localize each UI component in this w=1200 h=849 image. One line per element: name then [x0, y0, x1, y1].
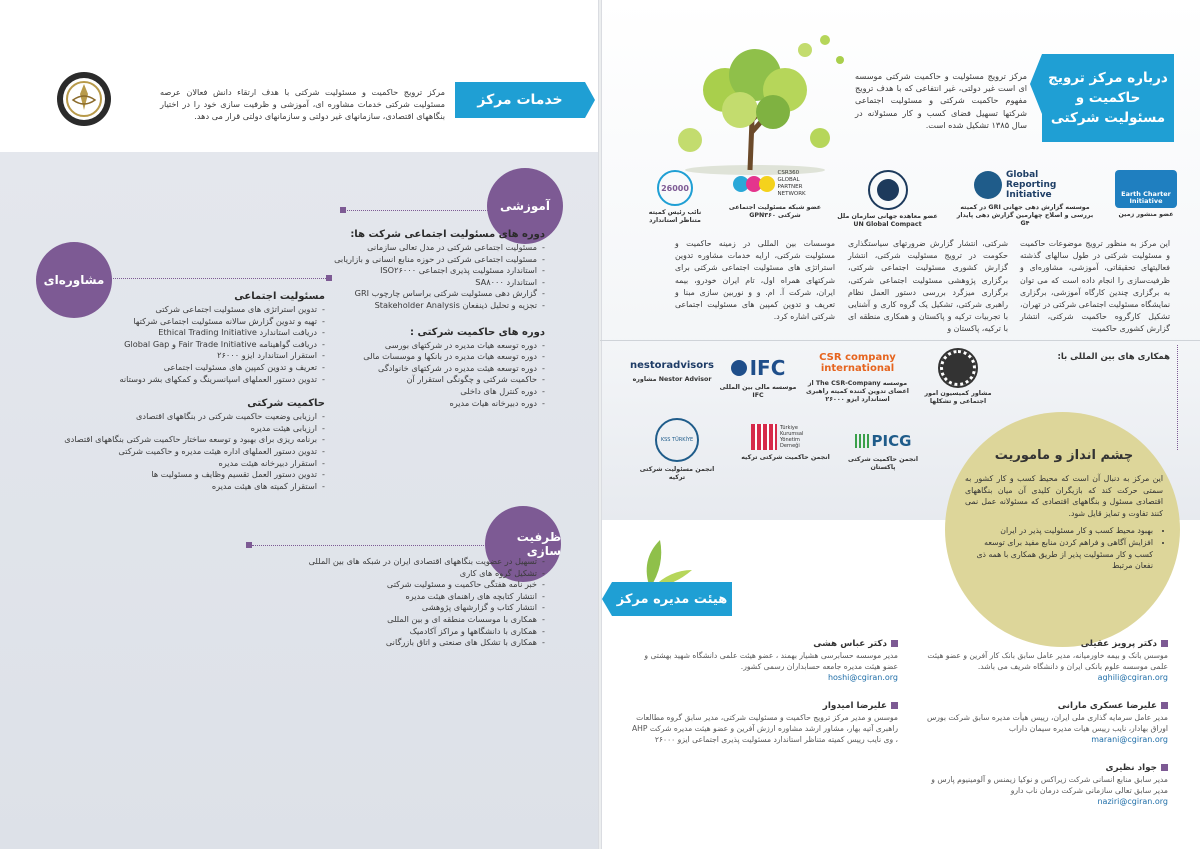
list-item: - تدوین استراتژی های مسئولیت اجتماعی شرکتی	[40, 304, 325, 316]
board-member	[630, 638, 898, 684]
gri-logo	[974, 170, 1076, 200]
intl-title: همکاری های بین المللی با:	[1057, 352, 1170, 362]
capacity-line	[252, 545, 488, 546]
seal-icon	[940, 350, 976, 386]
logo-caption: موسسه گزارش دهی جهانی GRI در کمیته بررسی و اصلاح چهارمین گزارش دهی پایدار G۴	[956, 204, 1094, 227]
list-item: - همکاری با دانشگاهها و مراکز آکادمیک	[245, 626, 545, 638]
list-item: - همکاری با موسسات منطقه ای و بین المللی	[245, 614, 545, 626]
list-item: - دوره توسعه هیئت مدیره در شرکتهای خانوادگی	[300, 363, 545, 375]
ifc-text: IFC	[749, 356, 786, 380]
leaf-decoration	[630, 530, 700, 590]
logo-caption: عضو منشور زمین	[1118, 211, 1174, 218]
partner-ifc	[718, 356, 798, 400]
list-item: - حاکمیت شرکتی و چگونگی استقرار آن	[300, 374, 545, 386]
membership-global-compact	[835, 170, 940, 229]
about-banner	[1042, 54, 1174, 142]
consulting-label: مشاوره‌ای	[43, 273, 105, 287]
about-intro: مرکز ترویج مسئولیت و حاکمیت شرکتی موسسه ای است غیر دولتی، غیر انتفاعی که با هدف ترویج مفهوم حاکمیت شرکتی و مسئولیت اجتماعی شرکتها تسهیل فضای کسب و کار مسئولانه در سال ۱۳۸۵ تشکیل شده است.	[855, 71, 1027, 130]
training-gov-list	[300, 340, 545, 410]
consulting-csr-list	[40, 304, 325, 385]
member-email[interactable]: marani@cgiran.org	[1091, 735, 1168, 744]
columns-icon	[855, 434, 869, 448]
kss-text: KSS TÜRKİYE	[660, 437, 694, 443]
about-col-mid: شرکتی، انتشار گزارش ضرورتهای سیاستگذاری حکومت در ترویج مسئولیت شرکتی، انتشار گزارش کشوری مسئولیت اجتماعی شرکتی، برگزاری پژوهشی مسئولیت اجتماعی شرکتی، برگزاری میزگرد بررسی دستور العمل نظام راهبری شرکتی، تشکیل یک گروه کاری و آشنایی با تجربیات ترکیه و پاکستان و همکاری منطقه ای با ترکیه، پاکستان و	[848, 239, 1008, 334]
list-item: - تسهیل در عضویت بنگاههای اقتصادی ایران در شبکه های بین المللی	[245, 556, 545, 568]
globe-icon	[974, 171, 1002, 199]
member-email[interactable]: naziri@cgiran.org	[1097, 797, 1168, 806]
list-item: - مسئولیت اجتماعی شرکتی در مدل تعالی سازمانی	[300, 242, 545, 254]
training-gov-title: دوره های حاکمیت شرکتی :	[409, 326, 545, 338]
consulting-line	[110, 278, 330, 279]
list-item: - دوره کنترل های داخلی	[300, 386, 545, 398]
list-item: - دوره توسعه هیات مدیره در شرکتهای بورسی	[300, 340, 545, 352]
list-item: • افزایش آگاهی و فراهم کردن منابع مفید برای توسعه کسب و کار مسئولیت پذیر از طریق همکاری با همه ذی نفعان مرتبط	[965, 537, 1153, 572]
partner-nestor	[628, 360, 716, 384]
vision-content	[965, 448, 1163, 572]
list-item: - تعریف و تدوین کمپین های مسئولیت اجتماعی	[40, 362, 325, 374]
member-name: علیرضا عسکری مارانی	[1057, 701, 1157, 711]
training-label: آموزشی	[500, 199, 550, 213]
list-item: - دوره دبیرخانه هیات مدیره	[300, 398, 545, 410]
list-item: - تدوین دستور العملهای اداره هیئت مدیره و حاکمیت شرکتی	[40, 446, 325, 458]
kss-logo	[655, 418, 699, 462]
bullet-square	[891, 640, 898, 647]
global-compact-icon	[868, 170, 908, 210]
list-item: - انتشار کتاب و گزارشهای پژوهشی	[245, 602, 545, 614]
training-csr-list	[300, 242, 545, 312]
picg-logo	[855, 432, 912, 450]
vision-bullets	[965, 525, 1163, 571]
list-item: - استقرار کمیته های هیئت مدیره	[40, 481, 325, 493]
board-member	[920, 700, 1168, 746]
capacity-list	[245, 556, 545, 649]
globe-icon	[731, 360, 747, 376]
list-item: - گزارش دهی مسئولیت شرکتی براساس چارچوب GRI	[300, 288, 545, 300]
nestor-logo: nestoradvisors	[630, 360, 714, 371]
logo-caption: نائب رئیس کمیته متناظر استاندارد	[648, 209, 702, 224]
member-bio: موسس بانک و بیمه خاورمیانه، مدیر عامل سابق بانک کار آفرین و عضو هیئت علمی موسسه علوم بانکی ایران و دانشگاه شریف می باشد.	[927, 651, 1168, 671]
logo-caption: انجمن حاکمیت شرکتی پاکستان	[847, 456, 919, 471]
consulting-section	[40, 290, 325, 492]
board-member	[630, 700, 898, 745]
member-bio: مدیر سابق منابع انسانی شرکت زیراکس و نوکیا زیمنس و آلومینیوم پارس و مدیر سابق تعالی سازمانی شرکت درمان ناب دارو	[931, 775, 1168, 795]
services-intro: مرکز ترویج حاکمیت و مسئولیت شرکتی با هدف ارتقاء دانش فعالان عرصه مسئولیت شرکتی خدمات مشاوره ای، آموزشی و ظرفیت سازی خود را در اختیار بنگاههای اقتصادی، سازمانهای غیر دولتی و سازمانهای دولتی قرار می دهد.	[160, 87, 445, 121]
list-item: - استاندارد SA۸۰۰۰	[300, 277, 545, 289]
about-title: درباره مرکز ترویج حاکمیت و مسئولیت شرکتی	[1048, 70, 1168, 126]
partner-kss	[632, 418, 722, 482]
member-name: جواد نظیری	[1105, 763, 1157, 773]
list-item: - استاندارد مسئولیت پذیری اجتماعی ISO۲۶۰۰۰	[300, 265, 545, 277]
intl-divider	[600, 340, 1200, 341]
list-item: • بهبود محیط کسب و کار مسئولیت پذیر در ایران	[965, 525, 1153, 537]
logo-caption: مشاور کمیسیون امور اجتماعی و تشکلها	[924, 390, 992, 405]
board-title: هیئت مدیره مرکز	[616, 591, 728, 607]
list-item: - خبر نامه هفتگی حاکمیت و مسئولیت شرکتی	[245, 579, 545, 591]
board-banner	[612, 582, 732, 616]
board-member	[920, 638, 1168, 684]
intl-side-line	[1177, 345, 1178, 450]
partner-tkyd	[738, 424, 833, 462]
bullet-square	[1161, 640, 1168, 647]
vision-text: این مرکز به دنبال آن است که محیط کسب و کار کشور به سمتی حرکت کند که بازیگران کلیدی آن میان بنگاههای اقتصادی مسئول و بنگاههای اقتصادی که مسئولانه عمل نمی کنند تفاوت و تمایز قایل شود.	[965, 474, 1163, 518]
logo-caption: Nestor Advisor مشاوره	[632, 376, 712, 383]
logo-caption: عضو معاهده جهانی سازمان ملل UN Global Compact	[837, 213, 938, 228]
services-title: خدمات مرکز	[477, 92, 563, 108]
consulting-gov-list	[40, 411, 325, 492]
csr360-icon	[733, 170, 818, 198]
gri-text: Global Reporting Initiative	[1006, 170, 1057, 200]
ifc-logo	[731, 356, 786, 380]
list-item: - تهیه و تدوین گزارش سالانه مسئولیت اجتماعی شرکتها	[40, 316, 325, 328]
member-email[interactable]: aghili@cgiran.org	[1097, 673, 1168, 682]
bullet-square	[1161, 764, 1168, 771]
bullet-square	[1161, 702, 1168, 709]
board-member	[920, 762, 1168, 808]
list-item: - تجزیه و تحلیل ذینفعان Stakeholder Analysis	[300, 300, 545, 312]
banner-tail	[585, 82, 595, 118]
member-bio: مدیر موسسه حسابرسی هشیار بهمند ، عضو هیئت علمی دانشگاه شهید بهشتی و عضو هیئت مدیره جامعه حسابداران رسمی کشور.	[644, 651, 898, 671]
bullet-square	[891, 702, 898, 709]
membership-gri	[955, 170, 1095, 228]
grid-icon	[751, 424, 777, 450]
member-email[interactable]: hoshi@cgiran.org	[827, 673, 898, 682]
list-item: - انتشار کتابچه های راهنمای هیئت مدیره	[245, 591, 545, 603]
about-col-left: موسسات بین المللی در زمینه حاکمیت و مسئولیت شرکتی، ارایه خدمات مشاوره تدوین استراتژی های مسئولیت اجتماعی شرکتی برای شرکتهای همراه اول، تام ایران خودرو، بیمه ایران، شرکت آ. ام. و و نوربین سازی مبنا و تعریف و تدوین کمپین های مسئولیت اجتماعی شرکتی اشاره کرد.	[675, 239, 835, 322]
training-line	[345, 210, 490, 211]
list-item: - مسئولیت اجتماعی شرکتی در حوزه منابع انسانی و بازاریابی	[300, 254, 545, 266]
membership-csr360	[720, 170, 830, 220]
member-name: علیرضا امیدوار	[822, 701, 887, 711]
csr360-text: CSR360 GLOBAL PARTNER NETWORK	[777, 170, 806, 197]
list-item: - دوره توسعه هیات مدیره در بانکها و موسسات مالی	[300, 351, 545, 363]
earth-charter-icon: Earth Charter Initiative	[1115, 170, 1177, 208]
iso26000-icon: 26000	[657, 170, 693, 206]
about-col-right: این مرکز به منظور ترویج موضوعات حاکمیت و مسئولیت شرکتی در طول سالهای گذشته فعالیتهای تحقیقاتی، آموزشی، مشاوره‌ای و ظرفیت‌سازی را انجام داده است که می توان به برگزاری چندین کارگاه آموزشی، برگزاری نمایشگاه مسئولیت اجتماعی شرکتی در تهران، تشکیل کارگروه حاکمیت شرکتی، انتشار گزارش کشوری حاکمیت	[1020, 239, 1170, 334]
emblem-logo	[55, 70, 113, 128]
logo-caption: عضو شبکه مسئولیت اجتماعی شرکتی GPN۳۶۰	[728, 204, 822, 219]
csr-company-logo: CSR company international	[819, 352, 896, 374]
list-item: - همکاری با تشکل های صنعتی و اتاق بازرگانی	[245, 637, 545, 649]
list-item: - ارزیابی وضعیت حاکمیت شرکتی در بنگاههای اقتصادی	[40, 411, 325, 423]
tkyd-text: Türkiye Kurumsal Yönetim Derneği	[780, 425, 804, 449]
list-item: - ارزیابی هیئت مدیره	[40, 423, 325, 435]
training-csr-title: دوره های مسئولیت اجتماعی شرکت ها:	[350, 229, 545, 240]
member-bio: مدیر عامل سرمایه گذاری ملی ایران، رییس هیأت مدیره سابق شرکت بورس اوراق بهادار، نایب رییس هیات مدیره سیمان داراب	[926, 713, 1168, 733]
training-section	[300, 228, 545, 409]
board-banner-tail	[602, 582, 612, 616]
partner-picg	[838, 432, 928, 472]
membership-earth-charter	[1110, 170, 1182, 219]
logo-caption: موسسه مالی بین المللی IFC	[719, 384, 797, 399]
logo-caption: انجمن مسئولیت شرکتی ترکیه	[639, 466, 715, 481]
partner-csr-company	[800, 352, 915, 404]
consulting-csr-title: مسئولیت اجتماعی	[234, 291, 325, 302]
member-bio: موسس و مدیر مرکز ترویج حاکمیت و مسئولیت شرکتی، مدیر سابق گروه مطالعات راهبری آتیه بهار، مشاور ارشد مشاوره ارزش آفرین و عضو هیئت مدیره شرکت AHP ، وی نایب رییس کمیته متناظر استاندارد مسئولیت پذیری اجتماعی ایزو ۲۶۰۰۰	[631, 713, 898, 744]
page-fold	[598, 0, 602, 849]
list-item: - استقرار استاندارد ایزو ۲۶۰۰۰	[40, 350, 325, 362]
list-item: - استقرار دبیرخانه هیئت مدیره	[40, 458, 325, 470]
picg-text: PICG	[871, 432, 912, 450]
partner-seal	[918, 350, 998, 406]
member-name: دکتر پرویز عقیلی	[1080, 639, 1157, 649]
list-item: - تدوین دستور العمل تقسیم وظایف و مسئولیت ها	[40, 469, 325, 481]
services-banner	[455, 82, 585, 118]
list-item: - دریافت استاندارد Ethical Trading Initiative	[40, 327, 325, 339]
list-item: - تشکیل گروه های کاری	[245, 568, 545, 580]
consulting-dot	[326, 275, 332, 281]
consulting-gov-title: حاکمیت شرکتی	[247, 398, 325, 410]
logo-caption: موسسه The CSR-Company از اعضای تدوین کننده کمیته راهبری استاندارد ایزو ۲۶۰۰۰	[806, 380, 909, 403]
membership-iso26000	[640, 170, 710, 225]
tree-illustration	[655, 20, 855, 175]
list-item: - دریافت گواهینامه Fair Trade Initiative و Global Gap	[40, 339, 325, 351]
vision-title: چشم انداز و ماموریت	[994, 448, 1134, 463]
training-dot	[340, 207, 346, 213]
capacity-dot	[246, 542, 252, 548]
tkyd-logo	[751, 424, 820, 450]
logo-caption: انجمن حاکمیت شرکتی ترکیه	[741, 454, 830, 461]
capacity-label: ظرفیت سازی	[516, 530, 561, 558]
member-name: دکتر عباس هشی	[813, 639, 887, 649]
capacity-section	[245, 556, 545, 649]
about-banner-tail	[1030, 54, 1042, 114]
list-item: - برنامه ریزی برای بهبود و توسعه ساختار حاکمیت شرکتی بنگاههای اقتصادی	[40, 434, 325, 446]
list-item: - تدوین دستور العملهای اسپانسرینگ و کمکهای بشر دوستانه	[40, 374, 325, 386]
